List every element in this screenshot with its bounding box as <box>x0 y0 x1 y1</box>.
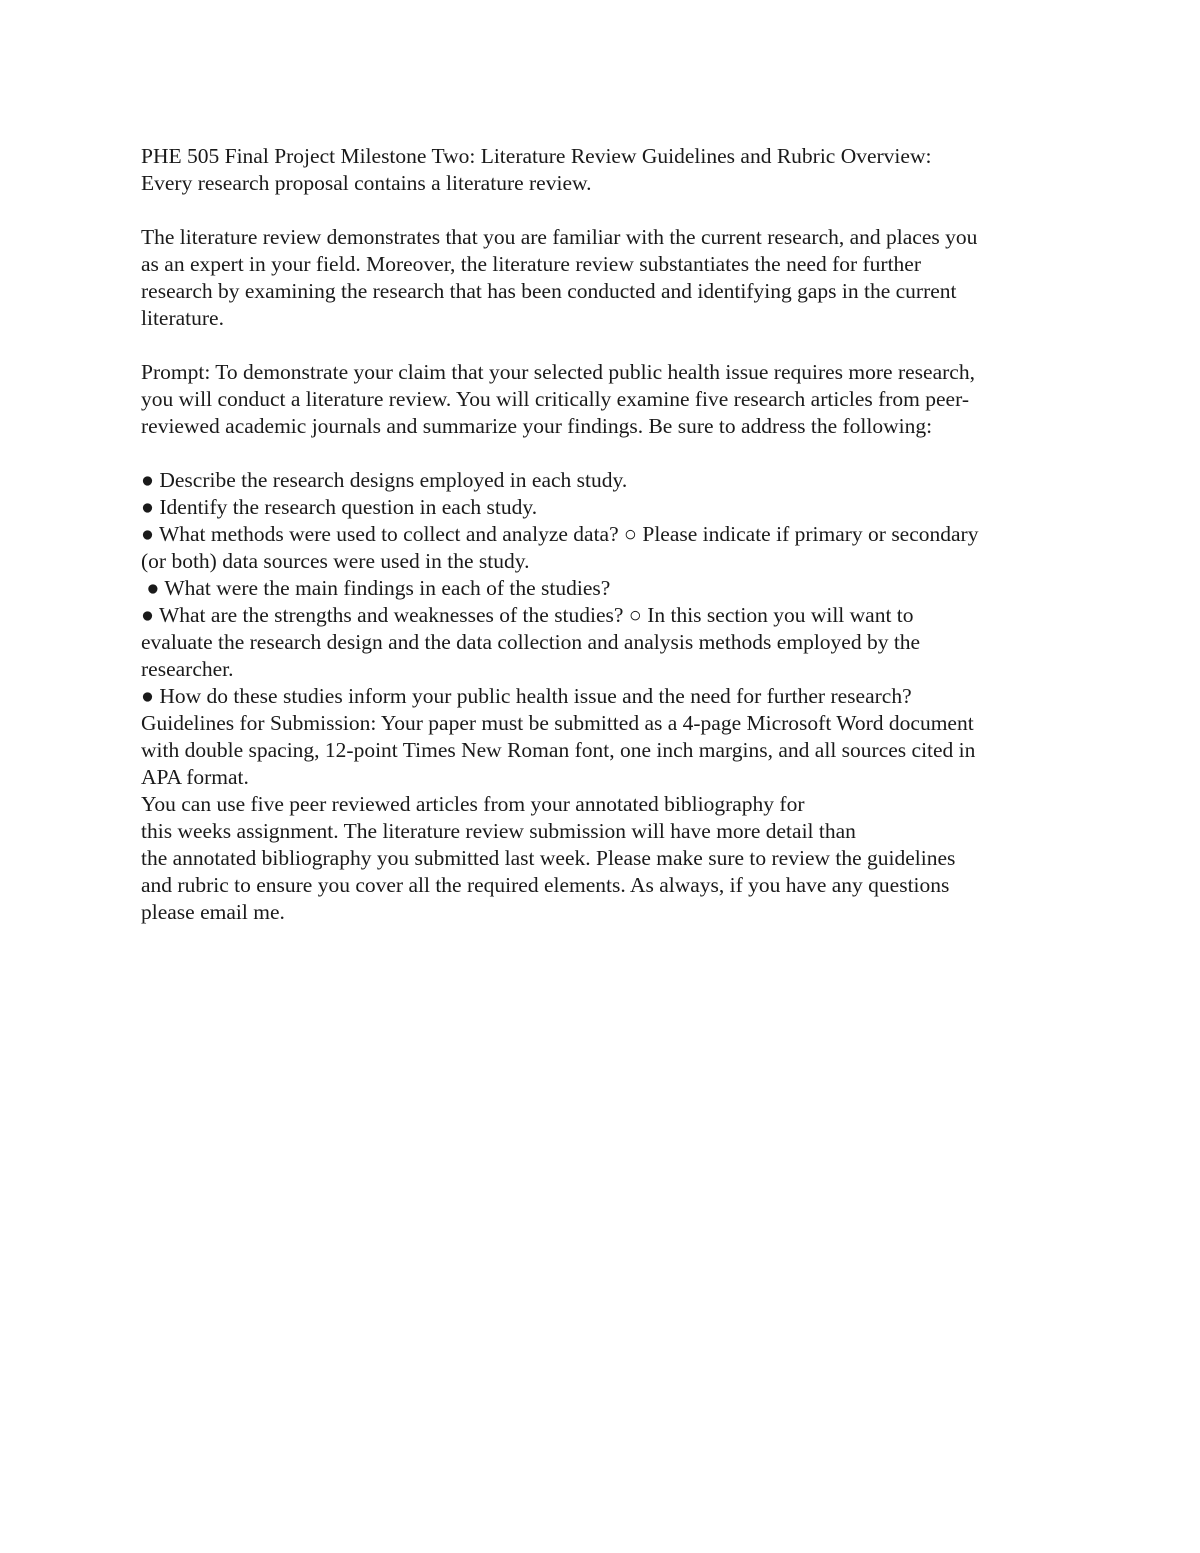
closing-line: and rubric to ensure you cover all the required elements. As always, if you have any questions <box>141 873 950 897</box>
prompt-line: reviewed academic journals and summarize your findings. Be sure to address the following: <box>141 414 933 438</box>
bullet-item: ● How do these studies inform your public health issue and the need for further research? <box>141 684 912 708</box>
paragraph-gap <box>141 197 1071 224</box>
closing-line: please email me. <box>141 900 285 924</box>
bullet-item: ● What were the main findings in each of the studies? <box>141 576 611 600</box>
bullet-item: ● What are the strengths and weaknesses of the studies? ○ In this section you will want to <box>141 603 914 627</box>
paragraph1-line: research by examining the research that has been conducted and identifying gaps in the current <box>141 279 957 303</box>
guidelines-line: APA format. <box>141 765 249 789</box>
bullet-item: evaluate the research design and the data collection and analysis methods employed by the <box>141 630 921 654</box>
prompt-line: Prompt: To demonstrate your claim that your selected public health issue requires more research, <box>141 360 975 384</box>
bullet-item: researcher. <box>141 657 234 681</box>
paragraph1-line: The literature review demonstrates that you are familiar with the current research, and places you <box>141 225 978 249</box>
closing-line: You can use five peer reviewed articles from your annotated bibliography for <box>141 792 805 816</box>
prompt-line: you will conduct a literature review. You will critically examine five research articles from peer- <box>141 387 969 411</box>
bullet-item: ● Describe the research designs employed in each study. <box>141 468 628 492</box>
closing-line: the annotated bibliography you submitted last week. Please make sure to review the guidelines <box>141 846 956 870</box>
bullet-item: ● What methods were used to collect and analyze data? ○ Please indicate if primary or secondary <box>141 522 979 546</box>
paragraph1-line: literature. <box>141 306 224 330</box>
document-title: PHE 505 Final Project Milestone Two: Literature Review Guidelines and Rubric Overview: <box>141 144 932 168</box>
bullet-item: ● Identify the research question in each study. <box>141 495 538 519</box>
paragraph-gap <box>141 332 1071 359</box>
paragraph-gap <box>141 440 1071 467</box>
guidelines-line: Guidelines for Submission: Your paper must be submitted as a 4-page Microsoft Word document <box>141 711 974 735</box>
intro-line: Every research proposal contains a literature review. <box>141 171 592 195</box>
guidelines-line: with double spacing, 12-point Times New Roman font, one inch margins, and all sources cited in <box>141 738 976 762</box>
paragraph1-line: as an expert in your field. Moreover, the literature review substantiates the need for further <box>141 252 922 276</box>
closing-line: this weeks assignment. The literature review submission will have more detail than <box>141 819 856 843</box>
bullet-item: (or both) data sources were used in the study. <box>141 549 530 573</box>
document-body <box>141 143 1071 926</box>
